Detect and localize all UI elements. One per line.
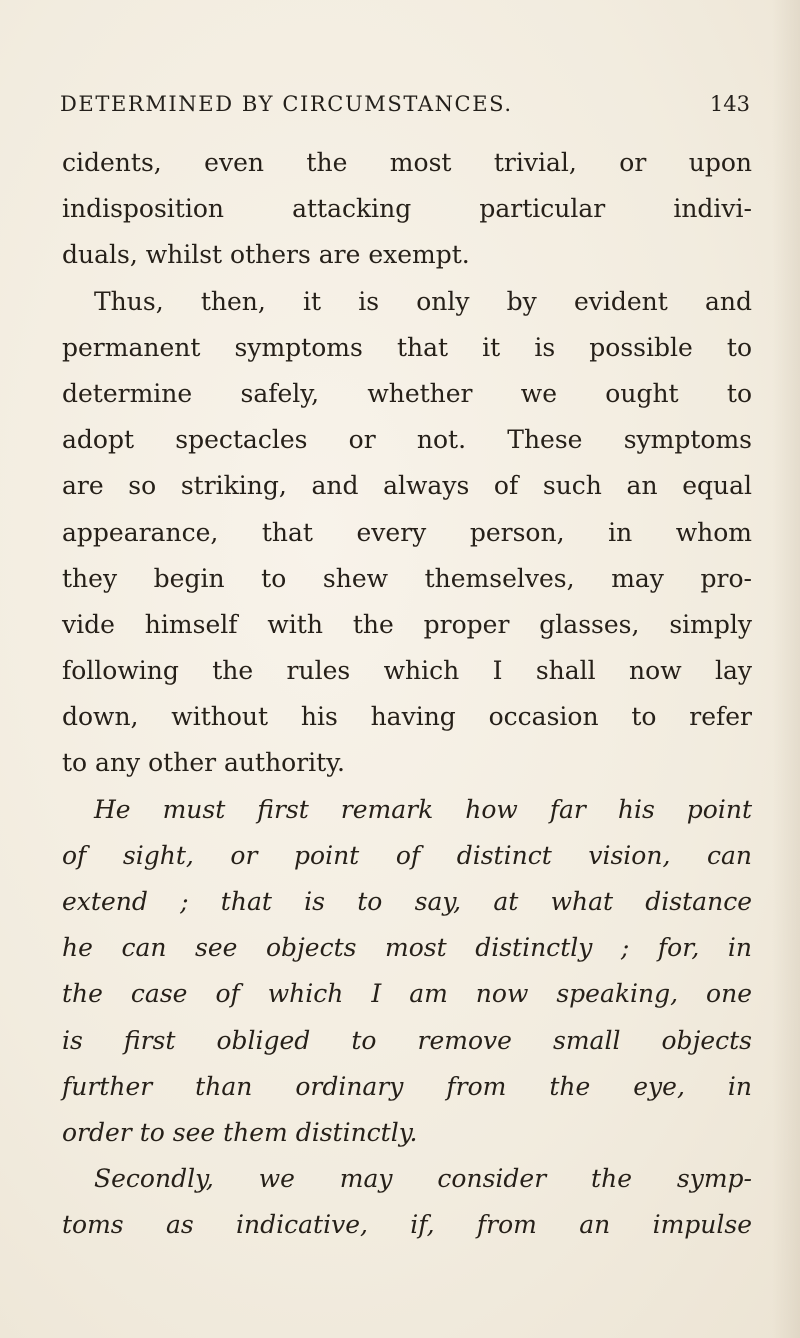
text-line: they begin to shew themselves, may pro- (62, 563, 752, 593)
text-line-italic: order to see them distinctly. (62, 1117, 418, 1147)
running-head-title: DETERMINED BY CIRCUMSTANCES. (60, 92, 513, 116)
text-line: permanent symptoms that it is possible to (62, 332, 752, 362)
text-line: following the rules which I shall now lay (62, 656, 752, 686)
text-line: appearance, that every person, in whom (62, 517, 752, 547)
text-line-italic: He must first remark how far his point (94, 794, 752, 824)
text-line-italic: of sight, or point of distinct vision, can (62, 840, 752, 870)
text-line: to any other authority. (62, 748, 345, 778)
text-line-italic: Secondly, we may consider the symp- (94, 1164, 752, 1194)
text-line: indisposition attacking particular indivi- (62, 194, 752, 224)
text-line: determine safely, whether we ought to (62, 378, 752, 408)
text-line: Thus, then, it is only by evident and (94, 286, 752, 316)
text-line: vide himself with the proper glasses, simply (62, 609, 752, 639)
page-number: 143 (709, 92, 750, 116)
text-line: cidents, even the most trivial, or upon (62, 148, 752, 177)
text-line: adopt spectacles or not. These symptoms (62, 425, 752, 455)
text-line-italic: is first obliged to remove small objects (62, 1025, 752, 1055)
body-text (62, 140, 752, 1249)
text-line-italic: extend ; that is to say, at what distance (62, 887, 752, 916)
running-head (60, 92, 750, 126)
page-edge-shadow (772, 0, 800, 1338)
text-line: down, without his having occasion to refer (62, 702, 752, 732)
text-line-italic: toms as indicative, if, from an impulse (62, 1210, 752, 1240)
text-line: are so striking, and always of such an equal (62, 471, 752, 501)
text-line-italic: he can see objects most distinctly ; for, in (62, 933, 752, 963)
text-line-italic: further than ordinary from the eye, in (62, 1071, 752, 1101)
text-line-italic: the case of which I am now speaking, one (62, 979, 752, 1009)
text-line: duals, whilst others are exempt. (62, 240, 470, 270)
